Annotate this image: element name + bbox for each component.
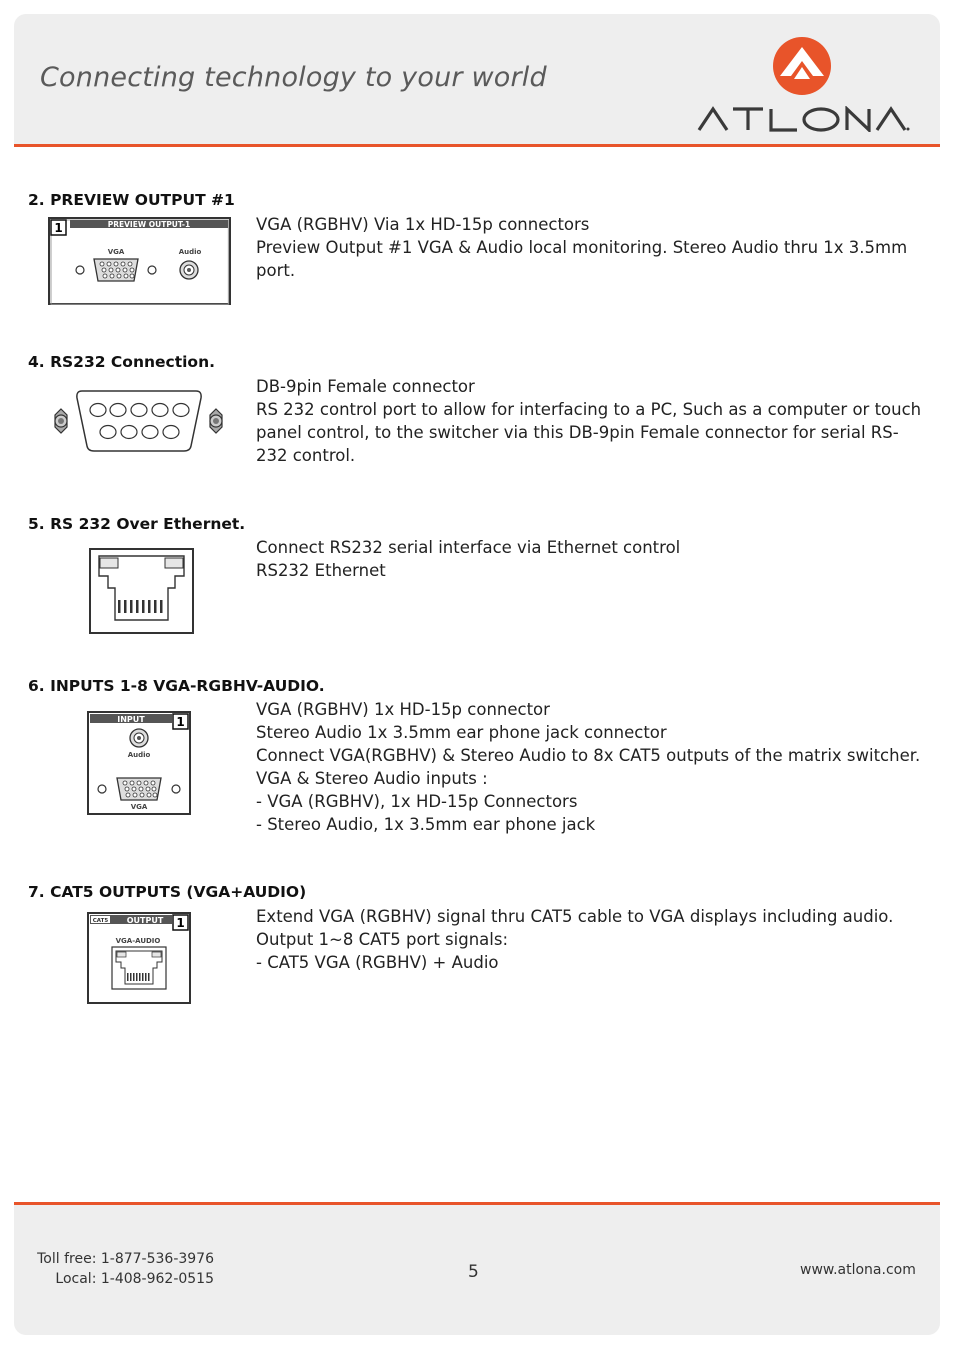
cat5-output-panel-image [87, 912, 191, 1004]
panel-number: 1 [54, 221, 63, 235]
section-description: Extend VGA (RGBHV) signal thru CAT5 cable to VGA displays including audio. Output 1~8 CAT5 port signals: - CAT5 VGA (RGBHV) + Audio [256, 907, 894, 972]
svg-text:VGA-AUDIO: VGA-AUDIO [115, 937, 161, 945]
header-divider [14, 144, 940, 147]
section-description: DB-9pin Female connector RS 232 control port to allow for interfacing to a PC, Such as a computer or touch panel control, to the switcher via this DB-9pin Female connector for serial RS-232 control. [256, 377, 922, 465]
svg-text:INPUT: INPUT [117, 715, 145, 724]
atlona-logo-icon [772, 36, 832, 96]
page-number: 5 [468, 1262, 479, 1282]
rj45-ethernet-port-image [89, 548, 194, 634]
footer-phone-numbers [14, 1249, 214, 1289]
svg-text:1: 1 [176, 916, 185, 930]
db9-connector-image [44, 388, 234, 454]
preview-output-panel-image [48, 217, 231, 305]
section-title-rs232-ethernet: 5. RS 232 Over Ethernet. [28, 515, 246, 533]
toll-free-number: Toll free: 1-877-536-3976 [37, 1251, 214, 1267]
svg-text:OUTPUT: OUTPUT [126, 916, 164, 925]
svg-text:VGA: VGA [107, 248, 125, 256]
section-title-rs232: 4. RS232 Connection. [28, 353, 216, 371]
atlona-wordmark [697, 106, 911, 132]
section-description: Connect RS232 serial interface via Ethernet control RS232 Ethernet [256, 538, 681, 580]
section-title-cat5-outputs: 7. CAT5 OUTPUTS (VGA+AUDIO) [28, 883, 307, 901]
svg-text:VGA: VGA [130, 803, 148, 811]
website-link[interactable]: www.atlona.com [800, 1262, 916, 1278]
section-title-inputs: 6. INPUTS 1-8 VGA-RGBHV-AUDIO. [28, 677, 325, 695]
input-panel-image [87, 711, 191, 815]
tagline: Connecting technology to your world [40, 62, 547, 93]
local-number: Local: 1-408-962-0515 [55, 1271, 214, 1287]
svg-text:Audio: Audio [127, 751, 151, 759]
svg-text:Audio: Audio [178, 248, 202, 256]
section-description: VGA (RGBHV) Via 1x HD-15p connectors Preview Output #1 VGA & Audio local monitoring. Stereo Audio thru 1x 3.5mm port. [256, 215, 908, 280]
svg-text:PREVIEW OUTPUT-1: PREVIEW OUTPUT-1 [107, 220, 191, 229]
svg-text:1: 1 [176, 715, 185, 729]
section-description: VGA (RGBHV) 1x HD-15p connector Stereo Audio 1x 3.5mm ear phone jack connector Connect VGA(RGBHV) & Stereo Audio to 8x CAT5 outputs of the matrix switcher. VGA & Stereo Audio inputs : - VGA (RGBHV), 1x HD-15p Connectors - Stereo Audio, 1x 3.5mm ear phone jack [256, 700, 921, 834]
svg-text:CAT5: CAT5 [92, 918, 109, 924]
section-title-preview-output: 2. PREVIEW OUTPUT #1 [28, 191, 235, 209]
